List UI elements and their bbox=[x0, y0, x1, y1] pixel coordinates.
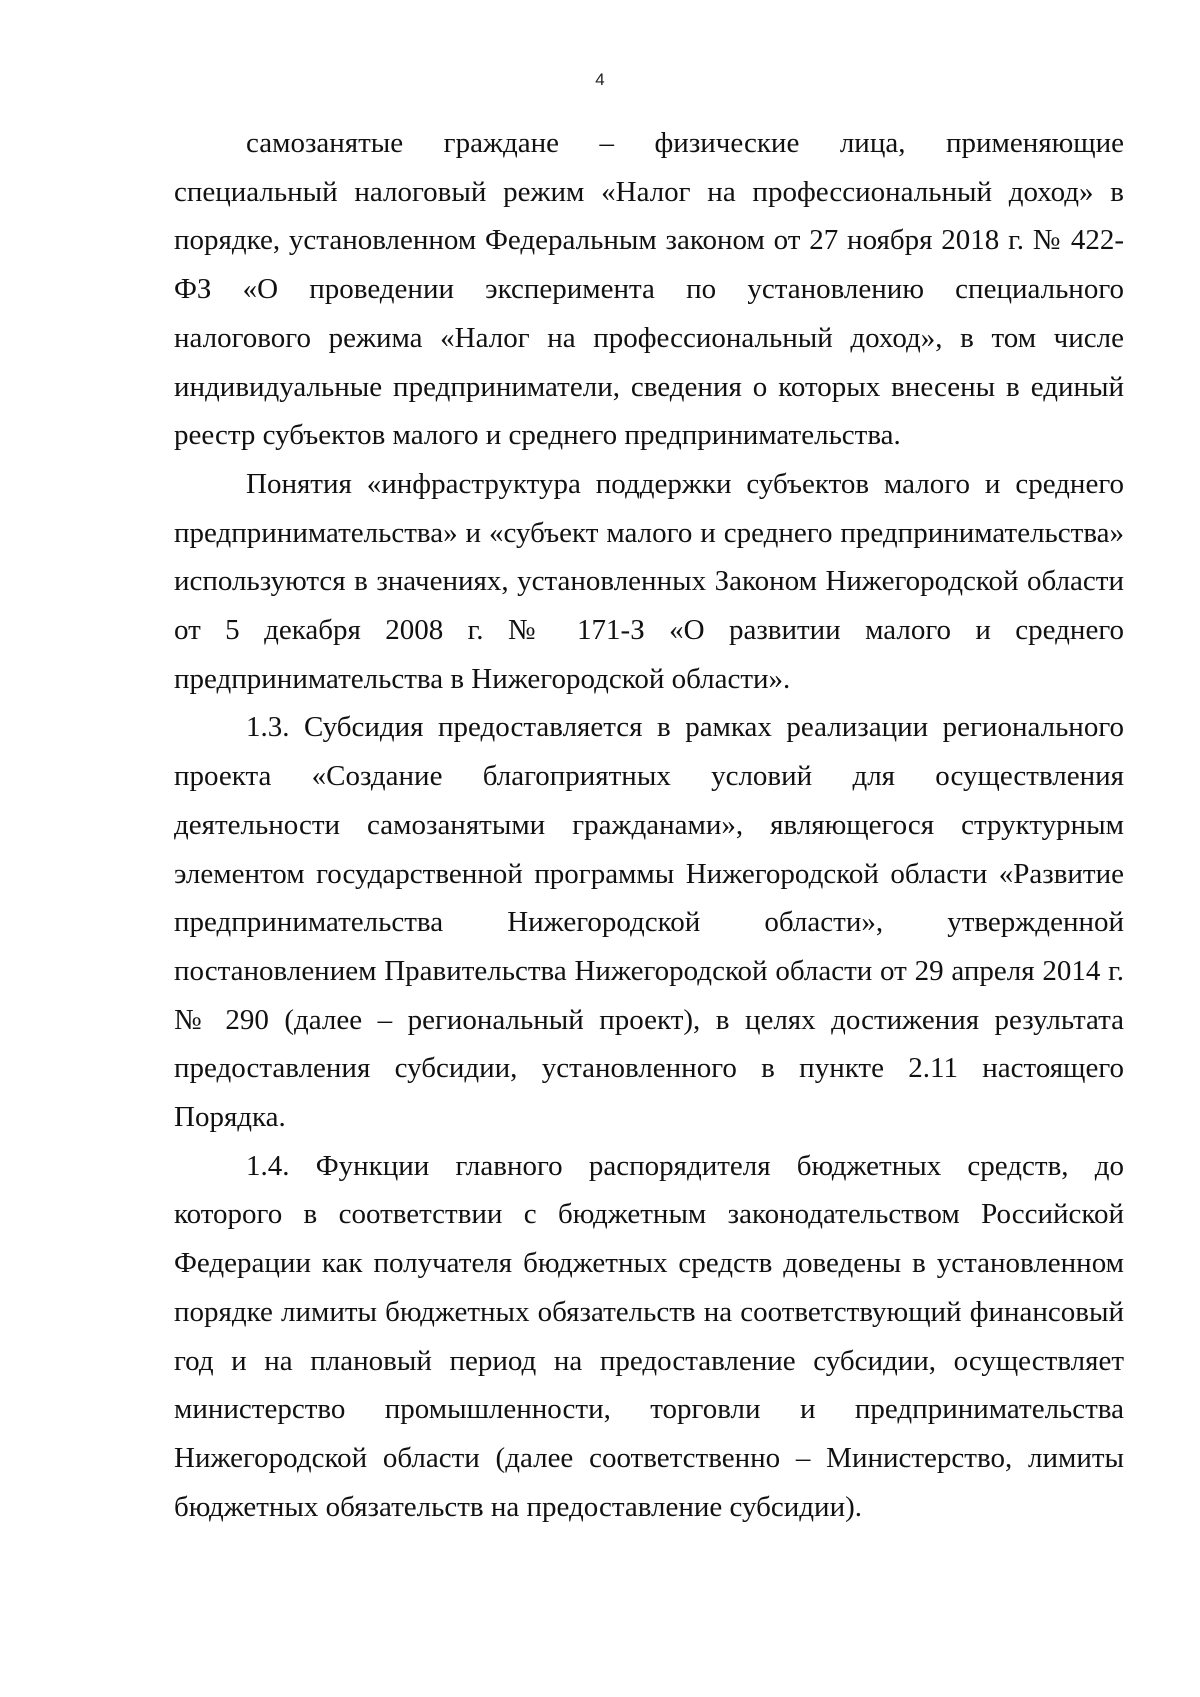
paragraph-self-employed-definition: самозанятые граждане – физические лица, применяющие специальный налоговый режим «Налог на профессиональный доход» в порядке, установленном Федеральным законом от 27 ноября 2018 г. № 422-ФЗ «О проведении эксперимента по установлению специального налогового режима «Налог на профессиональный доход», в том числе индивидуальные предприниматели, сведения о которых внесены в единый реестр субъектов малого и среднего предпринимательства. bbox=[174, 127, 1124, 452]
paragraph-1-3-subsidy: 1.3. Субсидия предоставляется в рамках реализации регионального проекта «Создание благоприятных условий для осуществления деятельности самозанятыми гражданами», являющегося структурным элементом государственной программы Нижегородской области «Развитие предпринимательства Нижегородской области», утвержденной постановлением Правительства Нижегородской области от 29 апреля 2014 г. № 290 (далее – региональный проект), в целях достижения результата предоставления субсидии, установленного в пункте 2.11 настоящего Порядка. bbox=[174, 711, 1124, 1134]
paragraph-1-4-functions: 1.4. Функции главного распорядителя бюджетных средств, до которого в соответствии с бюджетным законодательством Российской Федерации как получателя бюджетных средств доведены в установленном порядке лимиты бюджетных обязательств на соответствующий финансовый год и на плановый период на предоставление субсидии, осуществляет министерство промышленности, торговли и предпринимательства Нижегородской области (далее соответственно – Министерство, лимиты бюджетных обязательств на предоставление субсидии). bbox=[174, 1149, 1124, 1523]
paragraph-terms-definition: Понятия «инфраструктура поддержки субъектов малого и среднего предпринимательства» и «субъект малого и среднего предпринимательства» используются в значениях, установленных Законом Нижегородской области от 5 декабря 2008 г. № 171-З «О развитии малого и среднего предпринимательства в Нижегородской области». bbox=[174, 467, 1124, 695]
document-body bbox=[174, 119, 1124, 1531]
page-number: 4 bbox=[595, 70, 605, 89]
